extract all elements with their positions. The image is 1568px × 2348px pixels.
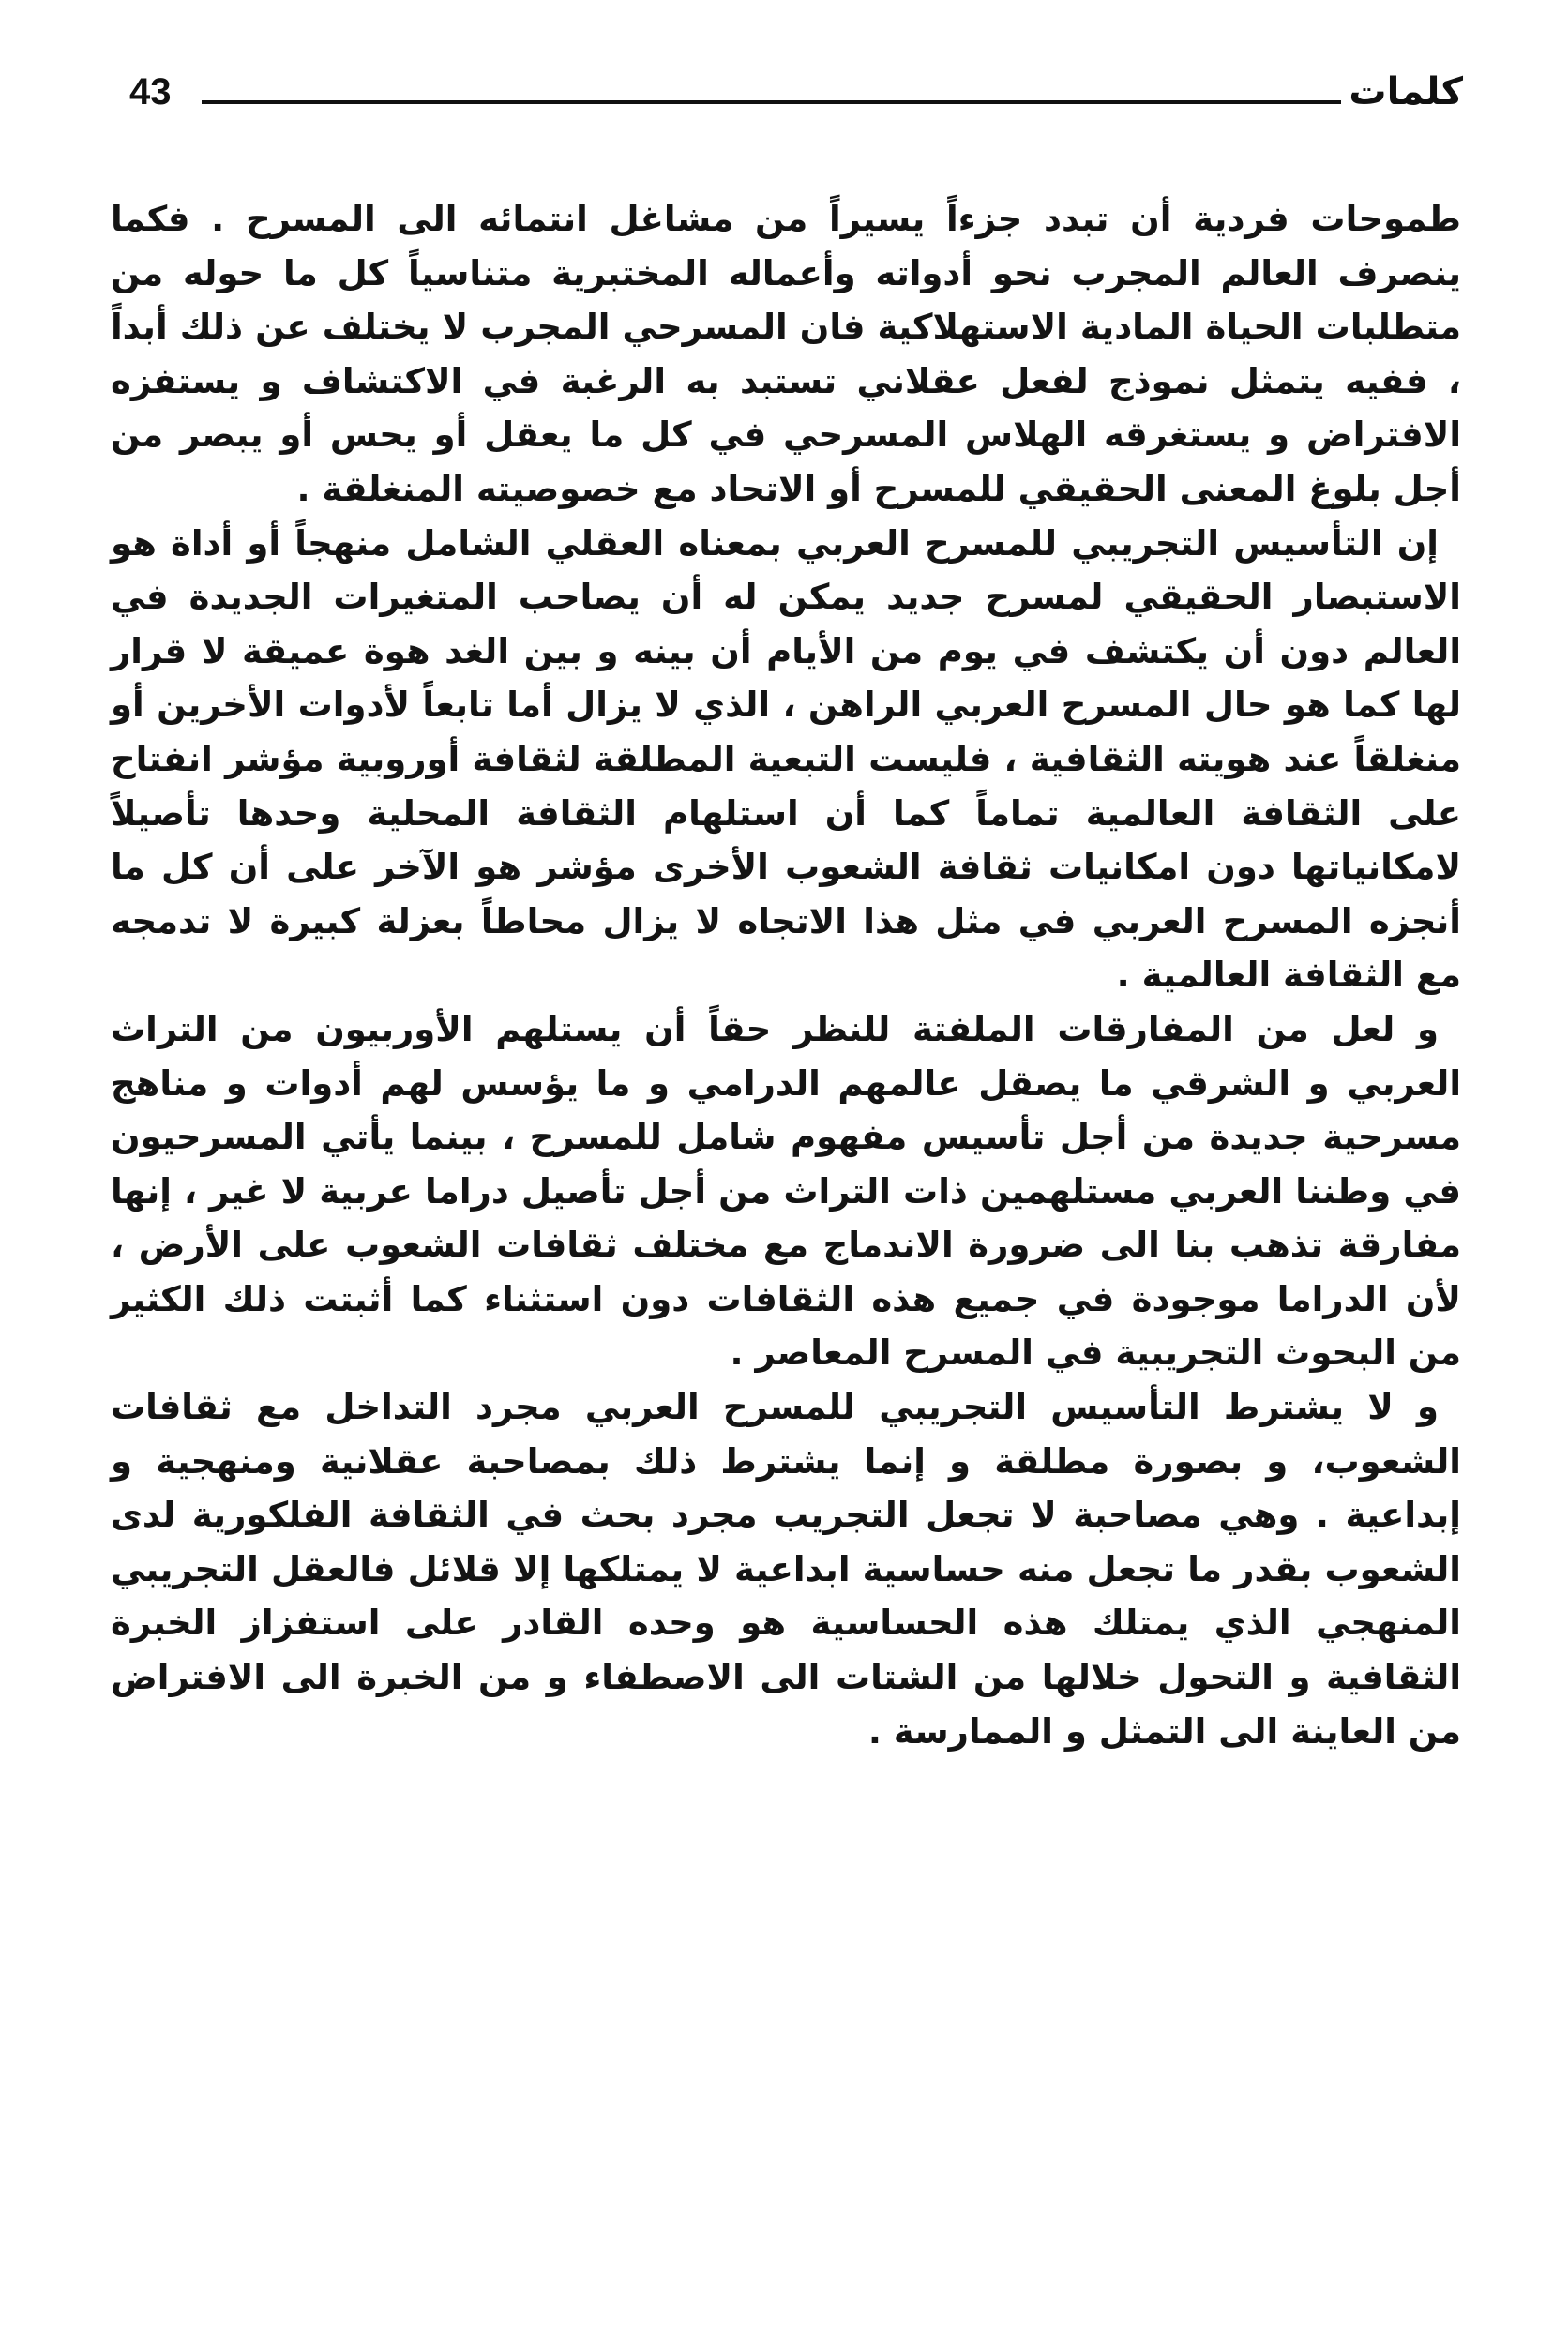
- paragraph-2: إن التأسيس التجريبي للمسرح العربي بمعناه العقلي الشامل منهجاً أو أداة هو الاستبصار الحقيقي لمسرح جديد يمكن له أن يصاحب المتغيرات الجديدة في العالم دون أن يكتشف في يوم من الأيام أن بينه و بين الغد هوة عميقة لا قرار لها كما هو حال المسرح العربي الراهن ، الذي لا يزال أما تابعاً لأدوات الأخرين أو منغلقاً عند هويته الثقافية ، فليست التبعية المطلقة لثقافة أوروبية مؤشر انفتاح على الثقافة العالمية تماماً كما أن استلهام الثقافة المحلية وحدها تأصيلاً لامكانياتها دون امكانيات ثقافة الشعوب الأخرى مؤشر هو الآخر على أن كل ما أنجزه المسرح العربي في مثل هذا الاتجاه لا يزال محاطاً بعزلة كبيرة لا تدمجه مع الثقافة العالمية .: [111, 522, 1461, 996]
- paragraph-4: و لا يشترط التأسيس التجريبي للمسرح العربي مجرد التداخل مع ثقافات الشعوب، و بصورة مطلقة و إنما يشترط ذلك بمصاحبة عقلانية ومنهجية و إبداعية . وهي مصاحبة لا تجعل التجريب مجرد بحث في الثقافة الفلكورية لدى الشعوب بقدر ما تجعل منه حساسية ابداعية لا يمتلكها إلا قلائل فالعقل التجريبي المنهجي الذي يمتلك هذه الحساسية هو وحده القادر على استفزاز الخبرة الثقافية و التحول خلالها من الشتات الى الاصطفاء و من الخبرة الى الافتراض من العاينة الى التمثل و الممارسة .: [111, 1387, 1461, 1752]
- running-head: كلمات: [1349, 70, 1463, 113]
- body-text: [111, 192, 1461, 1758]
- page-number: 43: [129, 71, 172, 113]
- paragraph-3: و لعل من المفارقات الملفتة للنظر حقاً أن يستلهم الأوربيون من التراث العربي و الشرقي ما يصقل عالمهم الدرامي و ما يؤسس لهم أدوات و مناهج مسرحية جديدة من أجل تأسيس مفهوم شامل للمسرح ، بينما يأتي المسرحيون في وطننا العربي مستلهمين ذات التراث من أجل تأصيل دراما عربية لا غير ، إنها مفارقة تذهب بنا الى ضرورة الاندماج مع مختلف ثقافات الشعوب على الأرض ، لأن الدراما موجودة في جميع هذه الثقافات دون استثناء كما أثبتت ذلك الكثير من البحوث التجريبية في المسرح المعاصر .: [111, 1008, 1461, 1374]
- header-rule: [202, 100, 1341, 104]
- page-header: [113, 68, 1463, 124]
- paragraph-1: طموحات فردية أن تبدد جزءاً يسيراً من مشاغل انتمائه الى المسرح . فكما ينصرف العالم المجرب نحو أدواته وأعماله المختبرية متناسياً كل ما حوله من متطلبات الحياة المادية الاستهلاكية فان المسرحي المجرب لا يختلف عن ذلك أبداً ، ففيه يتمثل نموذج لفعل عقلاني تستبد به الرغبة في الاكتشاف و يستفزه الافتراض و يستغرقه الهلاس المسرحي في كل ما يعقل أو يحس أو يبصر من أجل بلوغ المعنى الحقيقي للمسرح أو الاتحاد مع خصوصيته المنغلقة .: [111, 199, 1461, 509]
